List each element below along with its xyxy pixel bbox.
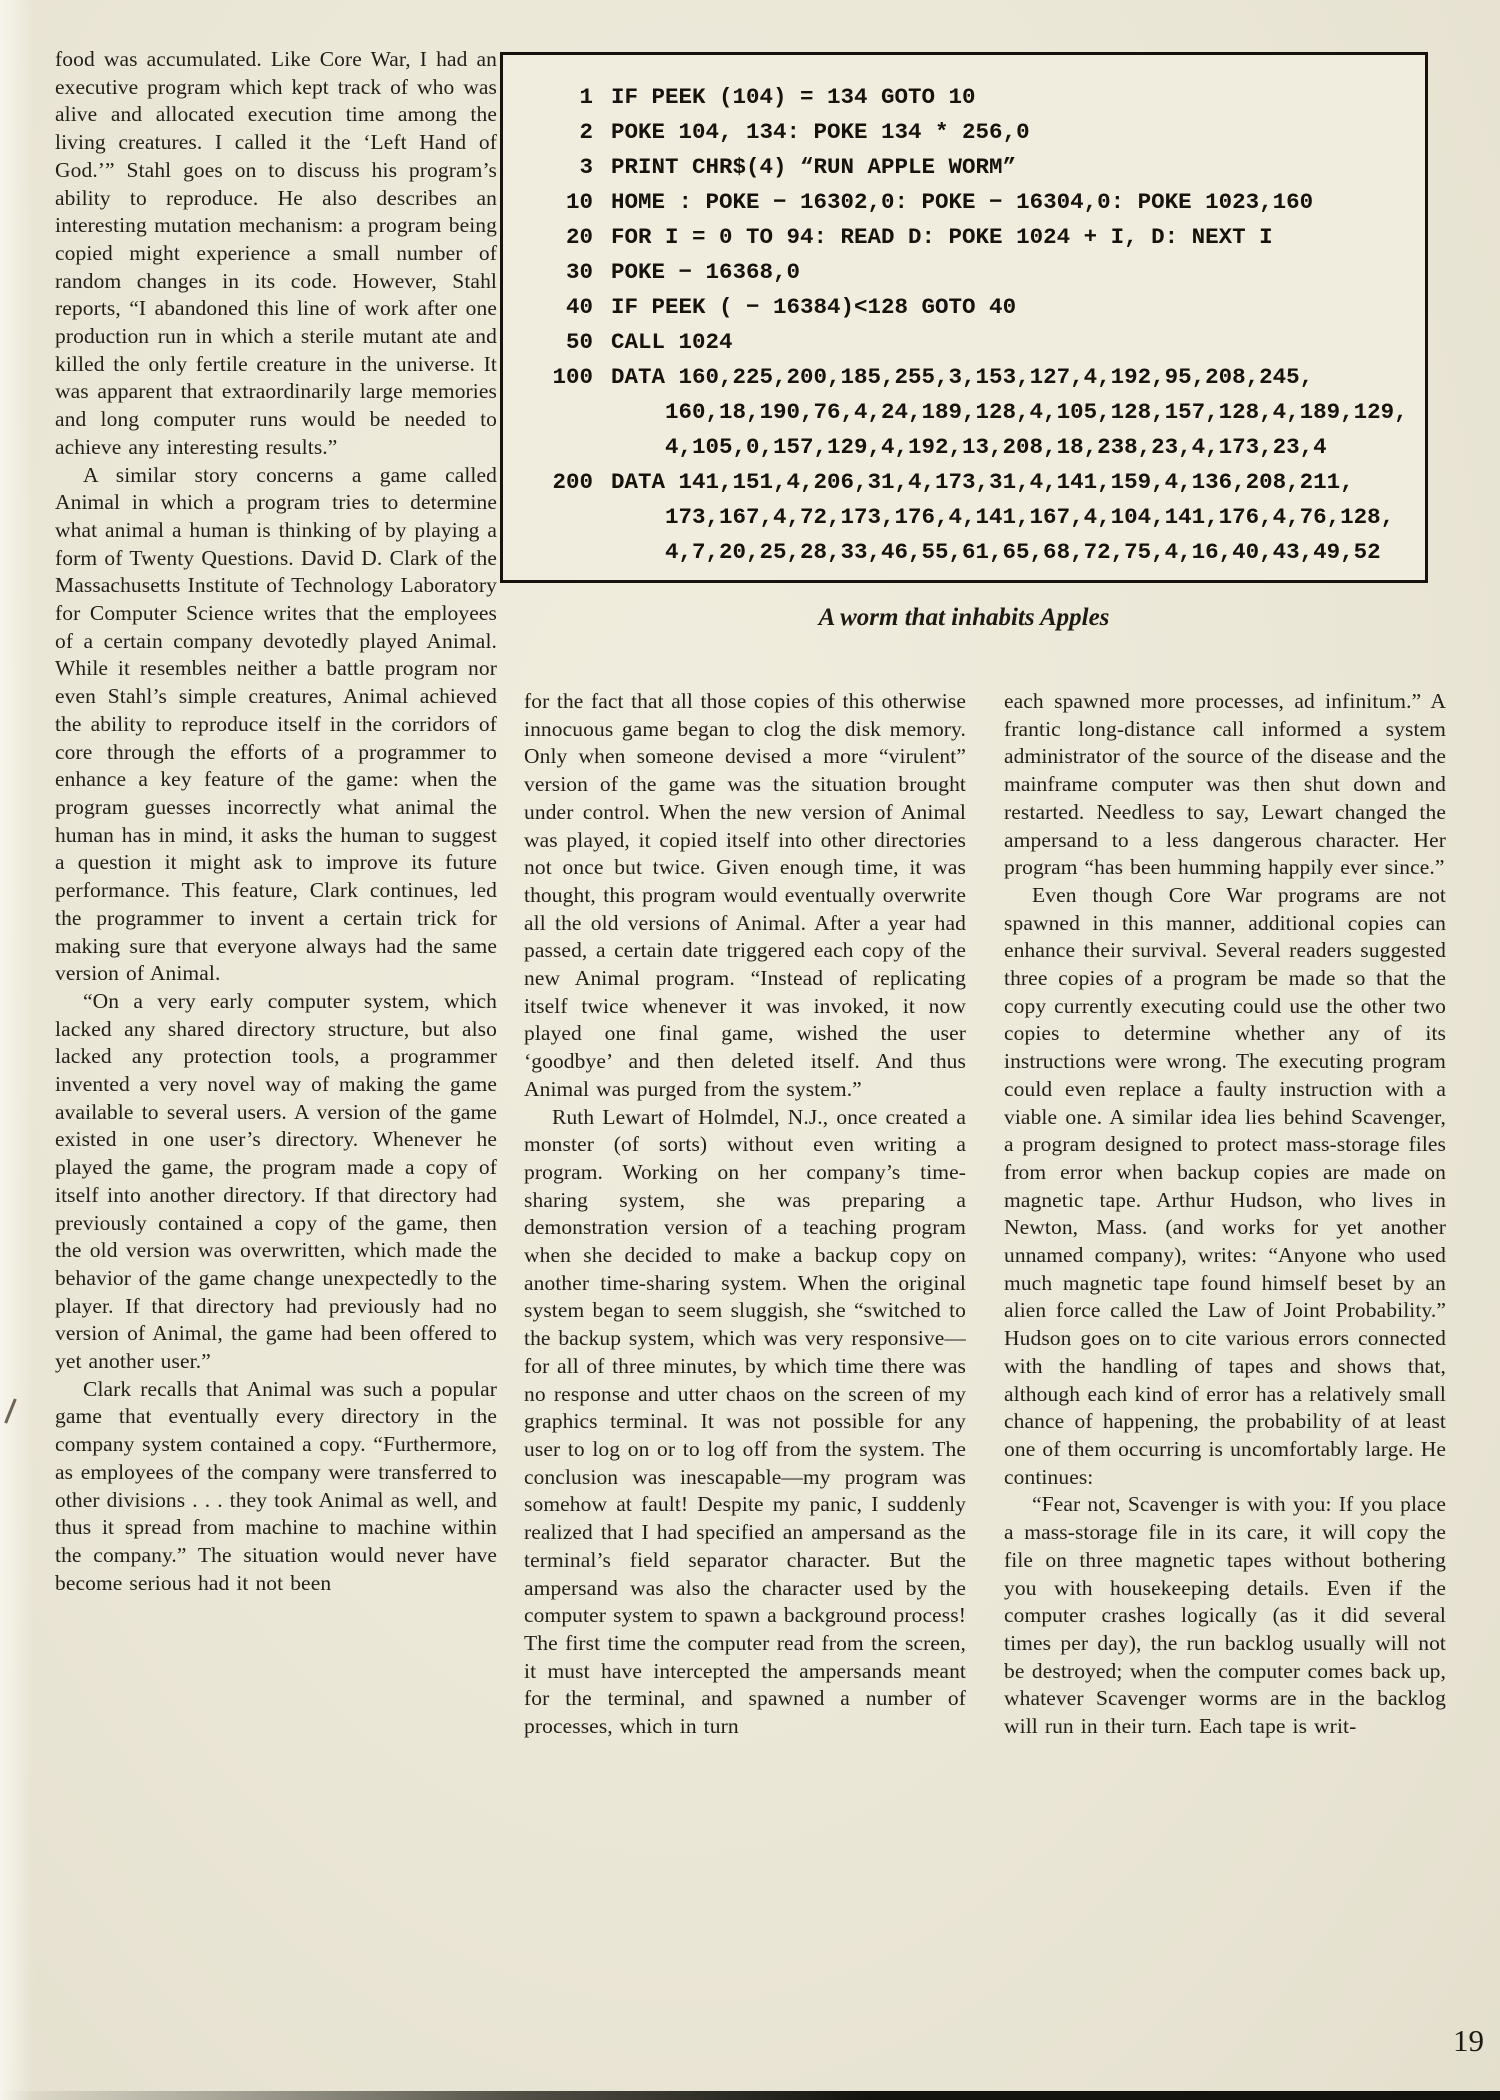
- code-line-text: DATA 141,151,4,206,31,4,173,31,4,141,159,4,136,208,211,: [611, 469, 1354, 495]
- scan-edge-artifact: [0, 2091, 1500, 2100]
- code-line-number: 40: [565, 294, 593, 320]
- paragraph: Ruth Lewart of Holmdel, N.J., once created a monster (of sorts) without even writing a program. Working on her company’s time-sharing system, she was preparing a demonstration version of a teaching program when she decided to make a backup copy on another time-sharing system. When the original system began to seem sluggish, she “switched to the backup system, which was very responsive—for all of three minutes, by which time there was no response and utter chaos on the screen of my graphics terminal. It was not possible for any user to log on or to log off from the system. The conclusion was inescapable—my program was somehow at fault! Despite my panic, I suddenly realized that I had specified an ampersand as the terminal’s field separator character. But the ampersand was also the character used by the computer system to spawn a background process! The first time the computer read from the screen, it must have intercepted the ampersands meant for the terminal, and spawned a number of processes, which in turn: [524, 1104, 966, 1739]
- page-number: 19: [1453, 2023, 1484, 2058]
- code-line: [503, 535, 1425, 570]
- paragraph: A similar story concerns a game called Animal in which a program tries to determine what animal a human is thinking of by playing a form of Twenty Questions. David D. Clark of the Massachusetts Institute of Technology Laboratory for Computer Science writes that the employees of a certain company devotedly played Animal. While it resembles neither a battle program nor even Stahl’s simple creatures, Animal achieved the ability to reproduce itself in the corridors of core through the efforts of a programmer to enhance a key feature of the game: when the program guesses incorrectly what animal the human has in mind, it asks the human to suggest a question it might ask to improve its future performance. This feature, Clark continues, led the programmer to invent a certain trick for making sure that everyone always had the same version of Animal.: [55, 462, 497, 986]
- code-line-number: [503, 500, 593, 535]
- text-column-middle: [524, 688, 966, 2038]
- listing-caption: A worm that inhabits Apples: [818, 604, 1110, 631]
- code-line-text: DATA 160,225,200,185,255,3,153,127,4,192,95,208,245,: [611, 364, 1314, 390]
- code-line-text: HOME : POKE − 16302,0: POKE − 16304,0: POKE 1023,160: [611, 189, 1314, 215]
- code-listing-box: [500, 52, 1428, 583]
- text-column-right: [1004, 688, 1446, 2063]
- code-line: [503, 360, 1425, 395]
- paragraph: for the fact that all those copies of this otherwise innocuous game began to clog the disk memory. Only when someone devised a more “virulent” version of the game was the situation brought under control. When the new version of Animal was played, it copied itself into other directories not once but twice. Given enough time, it was thought, this program would eventually overwrite all the old versions of Animal. After a year had passed, a certain date triggered each copy of the new Animal program. “Instead of replicating itself twice whenever it was invoked, it now played one final game, wished the user ‘goodbye’ and then deleted itself. And thus Animal was purged from the system.”: [524, 689, 966, 1101]
- scan-margin-artifact: [4, 1398, 17, 1423]
- code-line-number: 50: [565, 329, 593, 355]
- paragraph: “On a very early computer system, which lacked any shared directory structure, but also lacked any protection tools, a programmer invented a very novel way of making the game available to several users. A version of the game existed in one user’s directory. Whenever he played the game, the program made a copy of itself into another directory. If that directory had previously contained a copy of the game, then the old version was overwritten, which made the behavior of the game change unexpectedly to the player. If that directory had previously had no version of Animal, the game had been offered to yet another user.”: [55, 988, 497, 1374]
- code-line-text: IF PEEK (104) = 134 GOTO 10: [611, 84, 976, 110]
- code-line: [503, 220, 1425, 255]
- code-line: [503, 430, 1425, 465]
- code-line-text: CALL 1024: [611, 329, 733, 355]
- code-line: [503, 150, 1425, 185]
- code-line-number: 2: [579, 119, 593, 145]
- paragraph: food was accumulated. Like Core War, I had an executive program which kept track of who was alive and allocated execution time among the living creatures. I called it the ‘Left Hand of God.’” Stahl goes on to discuss his program’s ability to reproduce. He also describes an interesting mutation mechanism: a program being copied might experience a small number of random changes in its code. However, Stahl reports, “I abandoned this line of work after one production run in which a sterile mutant ate and killed the only fertile creature in the universe. It was apparent that extraordinarily large memories and long computer runs would be needed to achieve any interesting results.”: [55, 47, 497, 459]
- code-line-number: 100: [552, 364, 593, 390]
- code-line-text: IF PEEK ( − 16384)<128 GOTO 40: [611, 294, 1017, 320]
- code-line-text: 4,7,20,25,28,33,46,55,61,65,68,72,75,4,16,40,43,49,52: [665, 539, 1381, 565]
- code-line-number: 30: [565, 259, 593, 285]
- code-line: [503, 80, 1425, 115]
- code-line-text: 4,105,0,157,129,4,192,13,208,18,238,23,4,173,23,4: [665, 434, 1327, 460]
- scan-left-edge: [0, 0, 34, 2100]
- code-line-text: FOR I = 0 TO 94: READ D: POKE 1024 + I, D: NEXT I: [611, 224, 1273, 250]
- paragraph: Even though Core War programs are not spawned in this manner, additional copies can enhance their survival. Several readers suggested three copies of a program be made so that the copy currently executing could use the other two copies to determine whether any of its instructions were wrong. The executing program could even replace a faulty instruction with a viable one. A similar idea lies behind Scavenger, a program designed to protect mass-storage files from error when backup copies are made on magnetic tape. Arthur Hudson, who lives in Newton, Mass. (and works for yet another unnamed company), writes: “Anyone who used much magnetic tape found himself beset by an alien force called the Law of Joint Probability.” Hudson goes on to cite various errors connected with the handling of tapes and shows that, although each kind of error has a relatively small chance of happening, the probability of at least one of them occurring is uncomfortably large. He continues:: [1004, 882, 1446, 1489]
- code-line-text: 160,18,190,76,4,24,189,128,4,105,128,157,128,4,189,129,: [665, 399, 1408, 425]
- code-line: [503, 500, 1425, 535]
- code-line: [503, 395, 1425, 430]
- code-line-text: 173,167,4,72,173,176,4,141,167,4,104,141,176,4,76,128,: [665, 504, 1395, 530]
- code-line-number: 1: [579, 84, 593, 110]
- code-line: [503, 325, 1425, 360]
- code-line: [503, 290, 1425, 325]
- code-line-number: 200: [552, 469, 593, 495]
- code-line: [503, 185, 1425, 220]
- paragraph: Clark recalls that Animal was such a popular game that eventually every directory in the company system contained a copy. “Furthermore, as employees of the company were transferred to other divisions . . . they took Animal as well, and thus it spread from machine to machine within the company.” The situation would never have become serious had it not been: [55, 1376, 497, 1595]
- code-line: [503, 255, 1425, 290]
- code-line-text: PRINT CHR$(4) “RUN APPLE WORM”: [611, 154, 1017, 180]
- code-line-text: POKE − 16368,0: [611, 259, 801, 285]
- code-line: [503, 465, 1425, 500]
- code-line-number: [503, 430, 593, 465]
- code-line-number: 20: [565, 224, 593, 250]
- code-line-number: [503, 395, 593, 430]
- paragraph: “Fear not, Scavenger is with you: If you place a mass-storage file in its care, it will copy the file on three magnetic tapes without bothering you with housekeeping details. Even if the computer crashes logically (as it did several times per day), the run backlog usually will not be destroyed; when the computer comes back up, whatever Scavenger worms are in the backlog will run in their turn. Each tape is writ-: [1004, 1492, 1446, 1739]
- code-line-number: 3: [579, 154, 593, 180]
- text-column-left: [55, 46, 497, 1991]
- code-line-number: [503, 535, 593, 570]
- code-line-text: POKE 104, 134: POKE 134 * 256,0: [611, 119, 1030, 145]
- code-line-number: 10: [565, 189, 593, 215]
- code-line: [503, 115, 1425, 150]
- paragraph: each spawned more processes, ad infinitum.” A frantic long-distance call informed a system administrator of the source of the disease and the mainframe computer was then shut down and restarted. Needless to say, Lewart changed the ampersand to a less dangerous character. Her program “has been humming happily ever since.”: [1004, 689, 1446, 880]
